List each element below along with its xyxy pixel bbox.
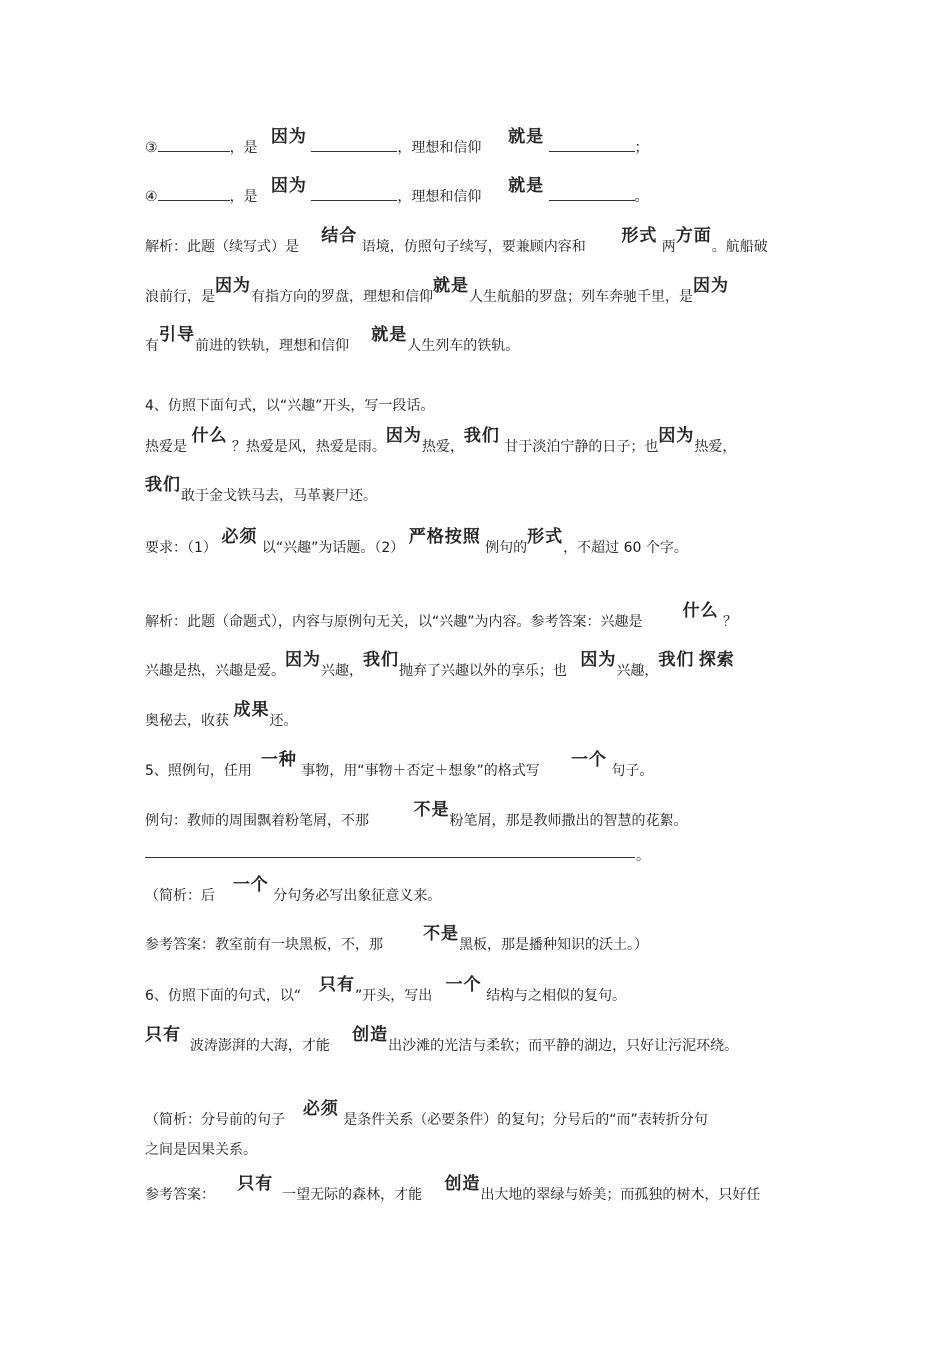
text: 浪前行，是 [145,289,215,305]
emphasis-word: 一种 [260,750,297,770]
emphasis-word: 必须 [221,527,258,547]
text: 有指方向的罗盘，理想和信仰 [251,289,433,305]
text: 兴趣是热，兴趣是爱。 [145,663,285,679]
text: 一望无际的森林，才能 [282,1187,423,1203]
emphasis-word: 就是 [433,276,469,296]
text: 甘于淡泊宁静的日子；也 [504,439,659,455]
emphasis-word: 因为 [385,426,422,446]
question-5-answer [145,924,805,955]
emphasis-word: 只有 [237,1174,274,1194]
text: 例句的 [485,540,528,556]
text: 还。 [269,713,298,729]
emphasis-word: 一个 [445,975,482,995]
text: 。航船破 [711,239,768,255]
emphasis-word: 什么 [682,601,719,621]
text: 解析：此题（命题式），内容与原例句无关，以“兴趣”为内容。参考答案：兴趣是 [145,614,643,630]
text: 波涛澎湃的大海，才能 [189,1038,330,1054]
circled-number: ④ [145,189,158,205]
emphasis-word: 我们 [363,650,399,670]
emphasis-word: 我们 [658,650,695,670]
emphasis-word: 严格 [408,527,445,547]
emphasis-word: 只有 [145,1025,181,1045]
question-4-requirements [145,527,805,558]
emphasis-word: 创造 [444,1174,481,1194]
emphasis-word: 引导 [159,325,195,345]
emphasis-word: 一个 [232,875,269,895]
emphasis-word: 创造 [352,1025,389,1045]
emphasis-word: 不是 [413,800,450,820]
circled-number: ③ [145,140,158,156]
text: 分句务必写出象征意义来。 [273,888,442,904]
emphasis-word: 就是 [508,127,545,147]
question-5-note [145,875,805,906]
text: 参考答案：教室前有一块黑板，不，那 [145,937,383,953]
emphasis-word: 按照 [444,527,481,547]
text: 4、仿照下面句式，以“兴趣”开头，写一段话。 [145,398,435,414]
text: ，不超过 60 个字。 [563,540,688,556]
emphasis-word: 形式 [527,527,564,547]
emphasis-word: 结合 [321,226,358,246]
text: 之间是因果关系。 [145,1142,257,1158]
text: 是条件关系（必要条件）的复句；分号后的“而”表转折分句 [343,1112,708,1128]
emphasis-word: 只有 [318,975,355,995]
question-4-heading [145,396,805,416]
analysis-paragraph-3-end [145,325,805,356]
question-4-example [145,426,805,457]
text: 句子。 [611,763,654,779]
text: 结构与之相似的复句。 [486,988,627,1004]
text: 6、仿照下面的句式，以“ [145,988,302,1004]
emphasis-word: 我们 [463,426,500,446]
text: 。 [636,848,650,864]
question-4-analysis-cont [145,650,805,681]
emphasis-word: 因为 [285,650,321,670]
text: 以“兴趣”为话题。（2） [261,540,405,556]
emphasis-word: 什么 [191,426,228,446]
question-6-note-cont [145,1140,805,1160]
text: 前进的铁轨，理想和信仰 [195,338,349,354]
text: ，理想和信仰 [397,140,482,156]
analysis-paragraph-3 [145,226,805,257]
emphasis-word: 必须 [302,1099,339,1119]
text: ？ [723,614,738,630]
blank-field [158,137,230,152]
answer-line-end [636,846,676,866]
text: 热爱， [421,439,464,455]
text: 有 [145,338,159,354]
text: 粉笔屑，那是教师撒出的智慧的花絮。 [449,813,688,829]
question-6-note [145,1099,805,1130]
text: （简析：分号前的句子 [145,1112,285,1128]
blank-field [158,186,230,201]
question-6-heading [145,975,805,1006]
question-6-answer [145,1174,805,1205]
answer-line-3 [145,127,805,158]
text: 兴趣， [616,663,659,679]
analysis-paragraph-3-cont [145,276,805,307]
question-4-example-cont [145,475,805,506]
text: 热爱是 [145,439,187,455]
text: 人生航船的罗盘；列车奔驰千里，是 [469,289,693,305]
text: 语境，仿照句子续写，要兼顾内容和 [361,239,586,255]
text: 抛弃了兴趣以外的享乐；也 [399,663,567,679]
text: 要求：（1） [145,540,217,556]
text: ？热爱是风，热爱是雨。 [231,439,386,455]
text: 奥秘去，收获 [145,713,229,729]
answer-line-4 [145,176,805,207]
question-6-example [145,1025,805,1056]
text: 解析：此题（续写式）是 [145,239,299,255]
answer-underline [145,857,635,858]
question-5-example [145,800,805,831]
text: 出沙滩的光洁与柔软；而平静的湖边，只好让污泥环绕。 [388,1038,739,1054]
question-5-heading [145,750,805,781]
question-4-analysis-end [145,700,805,731]
text: 热爱， [694,439,737,455]
text: 人生列车的铁轨。 [407,338,520,354]
emphasis-word: 我们 [145,475,181,495]
blank-field [311,186,397,201]
emphasis-word: 成果 [233,700,270,720]
text: 黑板，那是播种知识的沃土。） [459,937,649,953]
question-4-analysis [145,601,805,632]
emphasis-word: 一个 [570,750,607,770]
blank-field [549,137,635,152]
emphasis-word: 因为 [580,650,617,670]
text: 例句：教师的周围飘着粉笔屑，不那 [145,813,369,829]
emphasis-word: 探索 [698,650,735,670]
emphasis-word: 就是 [508,176,545,196]
text: 。 [634,189,649,205]
text: （简析：后 [145,888,215,904]
text: 参考答案： [145,1187,215,1203]
emphasis-word: 因为 [270,127,307,147]
text: 出大地的翠绿与娇美；而孤独的树木，只好任 [480,1187,761,1203]
emphasis-word: 方面 [675,226,712,246]
emphasis-word: 因为 [693,276,729,296]
blank-field [549,186,635,201]
blank-field [311,137,397,152]
emphasis-word: 因为 [215,276,251,296]
emphasis-word: 因为 [658,426,695,446]
text: 事物，用“事物＋否定＋想象”的格式写 [301,763,540,779]
text: ； [634,140,649,156]
text: 两 [661,239,676,255]
text: 敢于金戈铁马去，马革裹尸还。 [181,488,377,504]
emphasis-word: 就是 [371,325,408,345]
text: 5、照例句，任用 [145,763,252,779]
text: ”开头，写出 [354,988,433,1004]
text: ，理想和信仰 [397,189,482,205]
emphasis-word: 因为 [270,176,307,196]
text: ，是 [229,189,258,205]
emphasis-word: 形式 [621,226,658,246]
text: 兴趣， [321,663,363,679]
text: ，是 [229,140,258,156]
emphasis-word: 不是 [423,924,460,944]
